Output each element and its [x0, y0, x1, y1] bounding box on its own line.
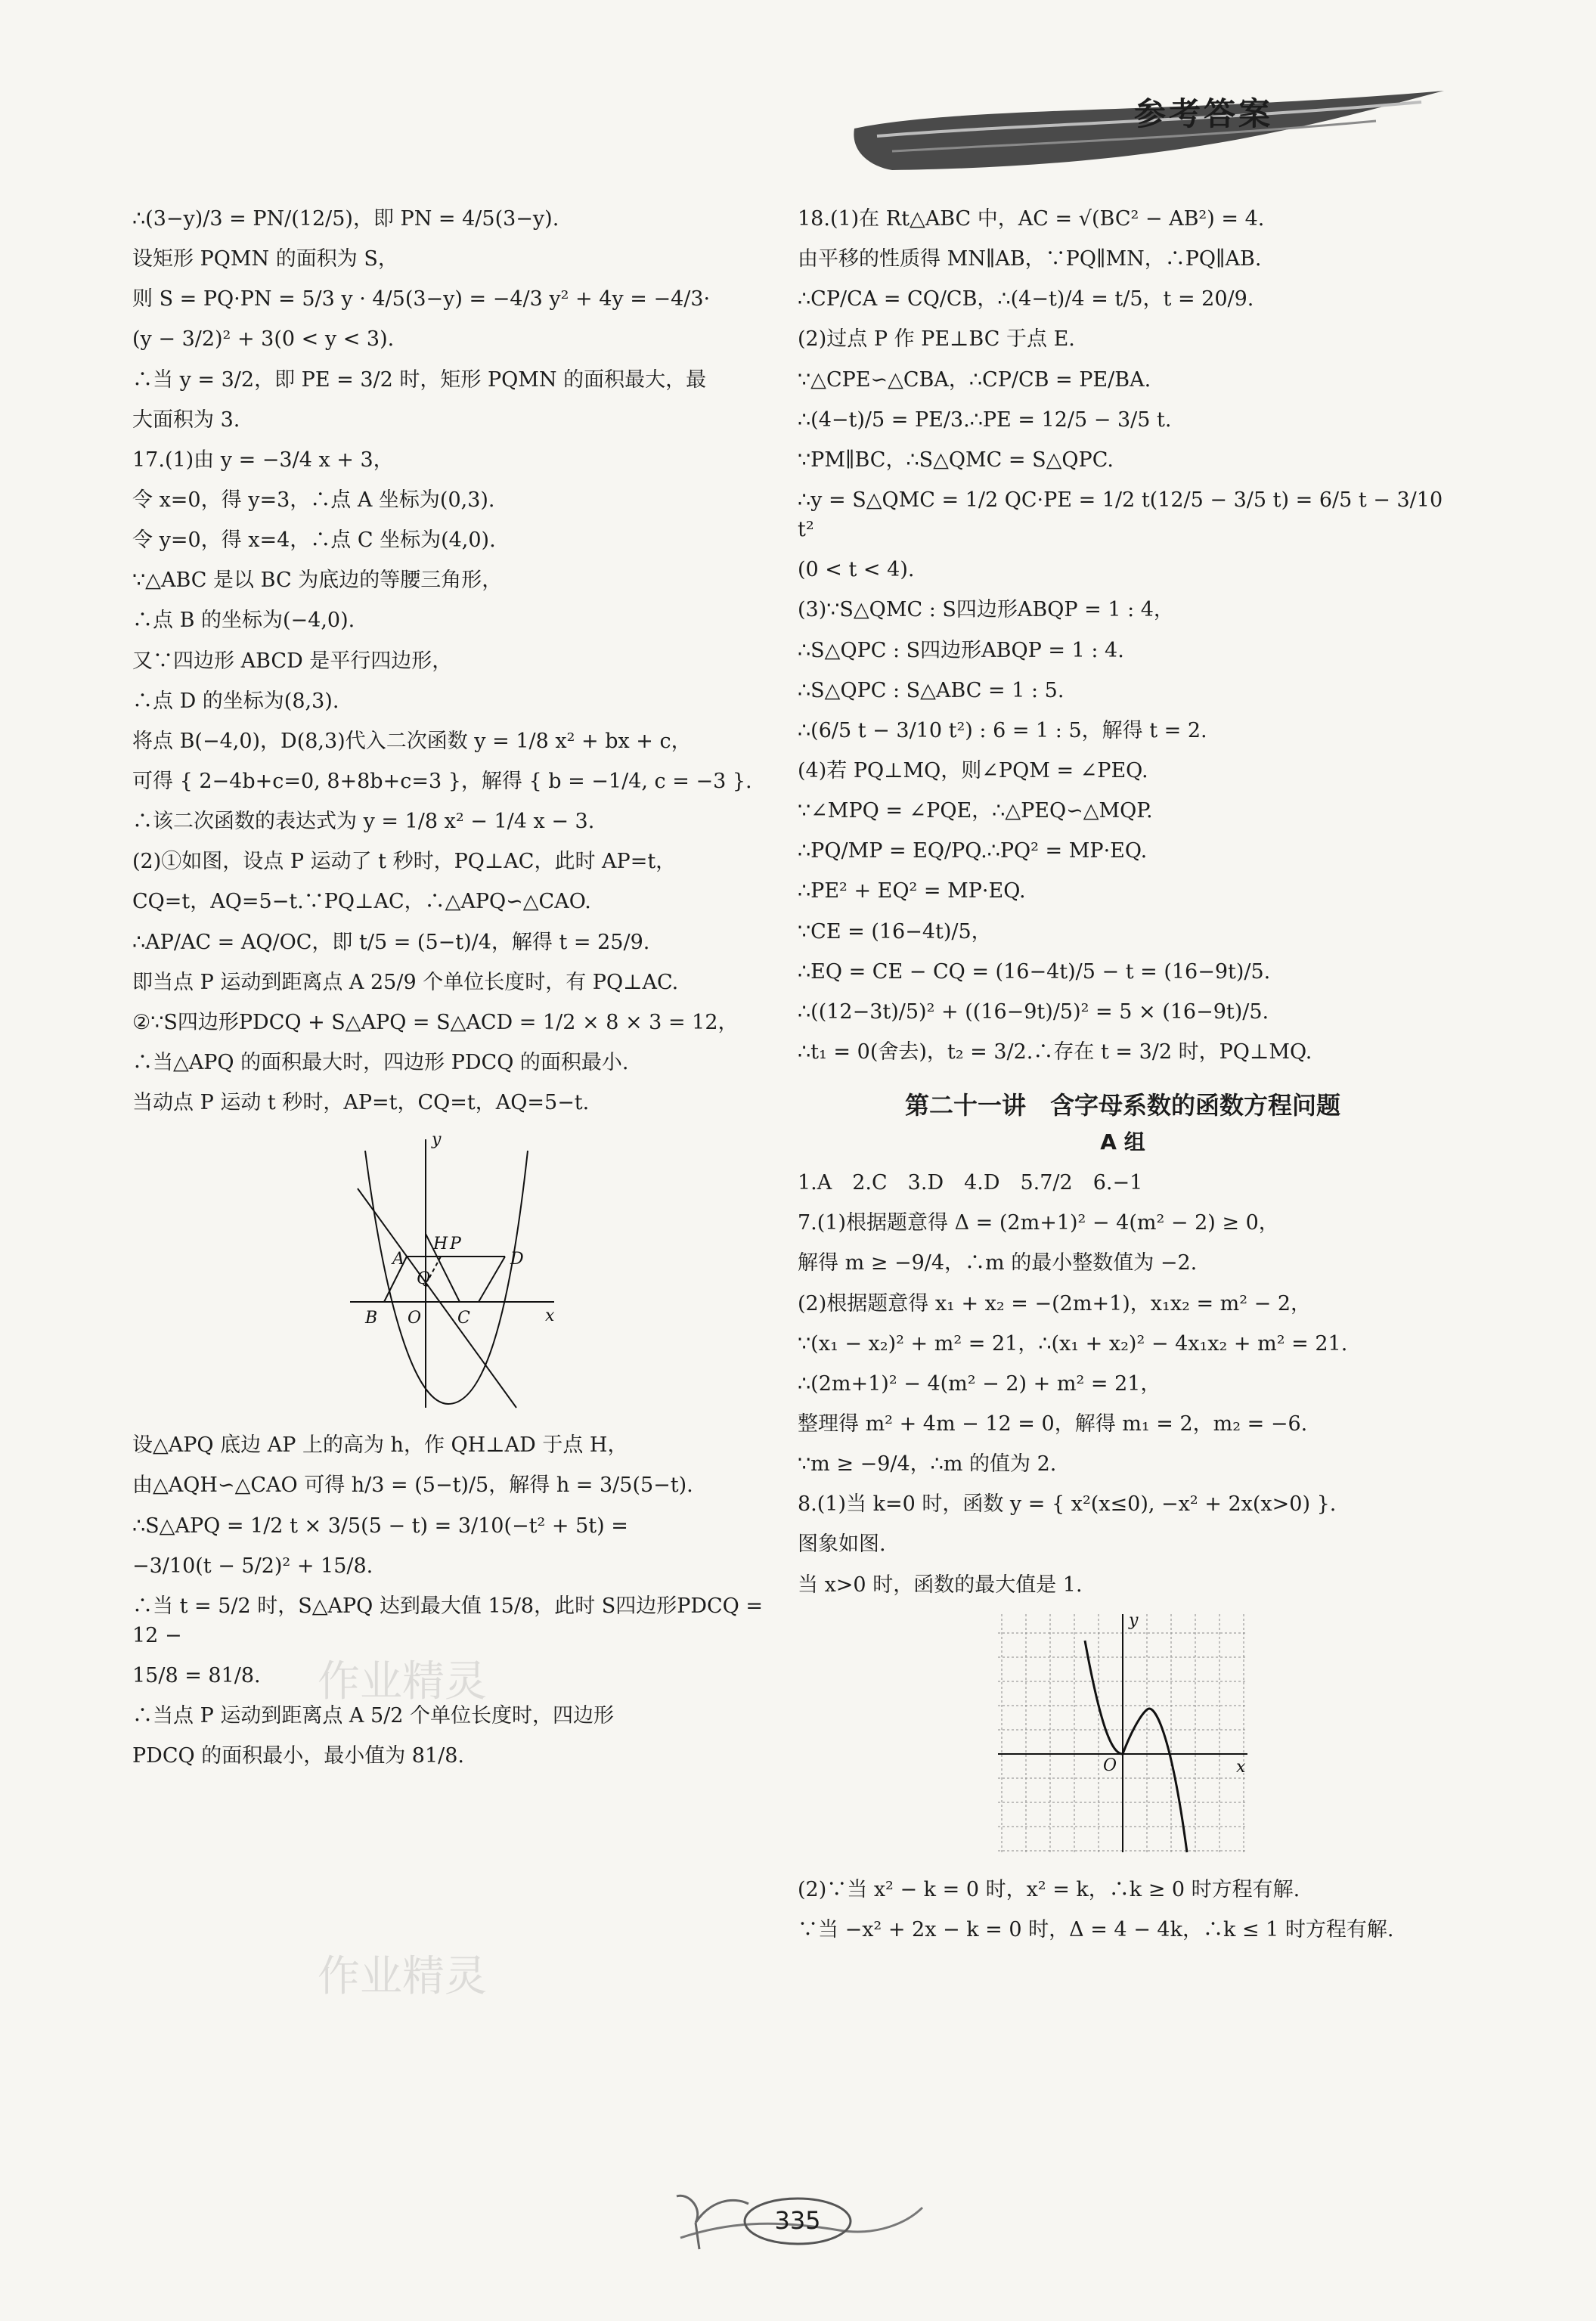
text-line: CQ=t，AQ=5−t.∵PQ⊥AC，∴△APQ∽△CAO. [132, 890, 591, 914]
text-line: (0 < t < 4). [798, 558, 915, 582]
piecewise-graph-figure [994, 1610, 1251, 1860]
text-line: 大面积为 3. [132, 407, 240, 432]
text-line: ∴EQ = CE − CQ = (16−4t)/5 − t = (16−9t)/5. [798, 959, 1271, 984]
right-solution-part-b [798, 1168, 1448, 1600]
group-title: A 组 [1100, 1130, 1145, 1155]
point-label-a: A [392, 1250, 404, 1269]
right-solution-part-a [798, 204, 1448, 1067]
text-line: ∴(2m+1)² − 4(m² − 2) + m² = 21， [798, 1371, 1161, 1396]
text-line: 15/8 = 81/8. [132, 1664, 261, 1688]
point-label-h: H [432, 1235, 448, 1254]
left-solution-part-a [132, 204, 764, 1117]
text-line: 令 y=0，得 x=4，∴点 C 坐标为(4,0). [132, 528, 496, 553]
point-label-q: Q [416, 1269, 430, 1289]
text-line: 整理得 m² + 4m − 12 = 0，解得 m₁ = 2，m₂ = −6. [798, 1412, 1308, 1436]
text-line: ∴当△APQ 的面积最大时，四边形 PDCQ 的面积最小. [132, 1050, 629, 1074]
text-line: (2)∵当 x² − k = 0 时，x² = k，∴k ≥ 0 时方程有解. [798, 1877, 1300, 1901]
origin-label: O [1103, 1755, 1117, 1775]
text-line: ∴PE² + EQ² = MP·EQ. [798, 879, 1026, 903]
text-line: ∵m ≥ −9/4，∴m 的值为 2. [798, 1452, 1057, 1477]
text-line: ∵∠MPQ = ∠PQE，∴△PEQ∽△MQP. [798, 799, 1153, 823]
text-line: ∴(6/5 t − 3/10 t²) : 6 = 1 : 5，解得 t = 2. [798, 718, 1207, 742]
text-line: 当动点 P 运动 t 秒时，AP=t，CQ=t，AQ=5−t. [132, 1091, 590, 1115]
point-label-o: O [407, 1309, 421, 1328]
text-line: 将点 B(−4,0)，D(8,3)代入二次函数 y = 1/8 x² + bx + c， [132, 729, 692, 753]
text-line: ∴y = S△QMC = 1/2 QC·PE = 1/2 t(12/5 − 3/5 t) = 6/5 t − 3/10 t² [798, 488, 1449, 542]
text-line: ∴点 D 的坐标为(8,3). [132, 689, 339, 713]
text-line: 1.A 2.C 3.D 4.D 5.7/2 6.−1 [798, 1171, 1143, 1195]
left-column [132, 204, 770, 1782]
text-line: ∴CP/CA = CQ/CB，∴(4−t)/4 = t/5，t = 20/9. [798, 287, 1254, 311]
text-line: ∴PQ/MP = EQ/PQ.∴PQ² = MP·EQ. [798, 839, 1148, 863]
point-label-c: C [457, 1309, 470, 1328]
text-line: (2)过点 P 作 PE⊥BC 于点 E. [798, 327, 1075, 352]
text-line: 18.(1)在 Rt△ABC 中，AC = √(BC² − AB²) = 4. [798, 207, 1265, 231]
point-label-p: P [449, 1235, 461, 1254]
parabola-figure [335, 1128, 562, 1415]
axis-label-y: y [431, 1130, 441, 1150]
text-line: 设△APQ 底边 AP 上的高为 h，作 QH⊥AD 于点 H， [132, 1433, 628, 1458]
text-line: (3)∵S△QMC : S四边形ABQP = 1 : 4， [798, 598, 1174, 622]
text-line: 由平移的性质得 MN∥AB，∵PQ∥MN，∴PQ∥AB. [798, 247, 1262, 271]
text-line: ∴(3−y)/3 = PN/(12/5)，即 PN = 4/5(3−y). [132, 207, 559, 231]
text-line: (y − 3/2)² + 3(0 < y < 3). [132, 327, 395, 352]
text-line: (4)若 PQ⊥MQ，则∠PQM = ∠PEQ. [798, 758, 1148, 782]
text-line: 令 x=0，得 y=3，∴点 A 坐标为(0,3). [132, 488, 495, 512]
text-line: 解得 m ≥ −9/4，∴m 的最小整数值为 −2. [798, 1251, 1198, 1275]
text-line: 17.(1)由 y = −3/4 x + 3， [132, 448, 394, 472]
text-line: ∵PM∥BC，∴S△QMC = S△QPC. [798, 448, 1114, 472]
axis-label-x: x [1236, 1757, 1246, 1777]
text-line: 可得 { 2−4b+c=0, 8+8b+c=3 }，解得 { b = −1/4, c = −3 }. [132, 769, 752, 793]
text-line: (2)根据题意得 x₁ + x₂ = −(2m+1)，x₁x₂ = m² − 2， [798, 1291, 1312, 1315]
text-line: 由△AQH∽△CAO 可得 h/3 = (5−t)/5，解得 h = 3/5(5−t). [132, 1473, 693, 1498]
text-line: ∵△CPE∽△CBA，∴CP/CB = PE/BA. [798, 367, 1151, 392]
text-line: ∵(x₁ − x₂)² + m² = 21，∴(x₁ + x₂)² − 4x₁x₂ + m² = 21. [798, 1331, 1348, 1356]
text-line: ∴当 y = 3/2，即 PE = 3/2 时，矩形 PQMN 的面积最大，最 [132, 367, 707, 392]
text-line: ∴点 B 的坐标为(−4,0). [132, 609, 355, 633]
axis-label-y: y [1129, 1610, 1139, 1630]
text-line: (2)①如图，设点 P 运动了 t 秒时，PQ⊥AC，此时 AP=t， [132, 850, 677, 874]
text-line: 设矩形 PQMN 的面积为 S， [132, 247, 398, 271]
text-line: ∴S△QPC : S△ABC = 1 : 5. [798, 678, 1065, 702]
text-line: 图象如图. [798, 1532, 886, 1557]
text-line: ∴S△QPC : S四边形ABQP = 1 : 4. [798, 638, 1124, 662]
right-column [798, 204, 1448, 1955]
text-line: ∵CE = (16−4t)/5， [798, 919, 992, 944]
text-line: ∴S△APQ = 1/2 t × 3/5(5 − t) = 3/10(−t² + 5t) = [132, 1514, 628, 1538]
watermark: 作业精灵 [318, 1952, 487, 2001]
text-line: 8.(1)当 k=0 时，函数 y = { x²(x≤0), −x² + 2x(x>0) }. [798, 1492, 1337, 1517]
text-line: 又∵四边形 ABCD 是平行四边形， [132, 649, 453, 673]
text-line: 即当点 P 运动到距离点 A 25/9 个单位长度时，有 PQ⊥AC. [132, 970, 679, 994]
text-line: −3/10(t − 5/2)² + 15/8. [132, 1554, 373, 1578]
header-title: 参考答案 [1134, 95, 1274, 132]
right-solution-part-c [798, 1875, 1448, 1944]
text-line: PDCQ 的面积最小，最小值为 81/8. [132, 1744, 464, 1768]
text-line: 当 x>0 时，函数的最大值是 1. [798, 1573, 1083, 1597]
text-line: ∴当点 P 运动到距离点 A 5/2 个单位长度时，四边形 [132, 1704, 615, 1728]
text-line: ∴t₁ = 0(舍去)，t₂ = 3/2.∴存在 t = 3/2 时，PQ⊥MQ. [798, 1040, 1312, 1064]
point-label-b: B [364, 1309, 377, 1328]
section-title: 第二十一讲 含字母系数的函数方程问题 [904, 1091, 1340, 1120]
page-number: 335 [774, 2206, 821, 2235]
text-line: ∴((12−3t)/5)² + ((16−9t)/5)² = 5 × (16−9t)/5. [798, 999, 1269, 1024]
text-line: ∴该二次函数的表达式为 y = 1/8 x² − 1/4 x − 3. [132, 810, 595, 834]
text-line: ∵△ABC 是以 BC 为底边的等腰三角形， [132, 569, 503, 593]
point-label-d: D [510, 1250, 524, 1269]
text-line: ∵当 −x² + 2x − k = 0 时，Δ = 4 − 4k，∴k ≤ 1 时方程有解. [798, 1917, 1394, 1941]
text-line: 则 S = PQ·PN = 5/3 y · 4/5(3−y) = −4/3 y² + 4y = −4/3· [132, 287, 711, 311]
left-solution-part-b [132, 1430, 770, 1771]
axis-label-x: x [544, 1306, 554, 1326]
text-line: ∴当 t = 5/2 时，S△APQ 达到最大值 15/8，此时 S四边形PDCQ = 12 − [132, 1594, 770, 1647]
text-line: ∴AP/AC = AQ/OC，即 t/5 = (5−t)/4，解得 t = 25/9. [132, 930, 650, 954]
watermark: 作业精灵 [318, 1657, 487, 1706]
text-line: ∴(4−t)/5 = PE/3.∴PE = 12/5 − 3/5 t. [798, 407, 1172, 432]
text-line: 7.(1)根据题意得 Δ = (2m+1)² − 4(m² − 2) ≥ 0， [798, 1211, 1279, 1235]
text-line: ②∵S四边形PDCQ + S△APQ = S△ACD = 1/2 × 8 × 3 = 12， [132, 1010, 739, 1034]
